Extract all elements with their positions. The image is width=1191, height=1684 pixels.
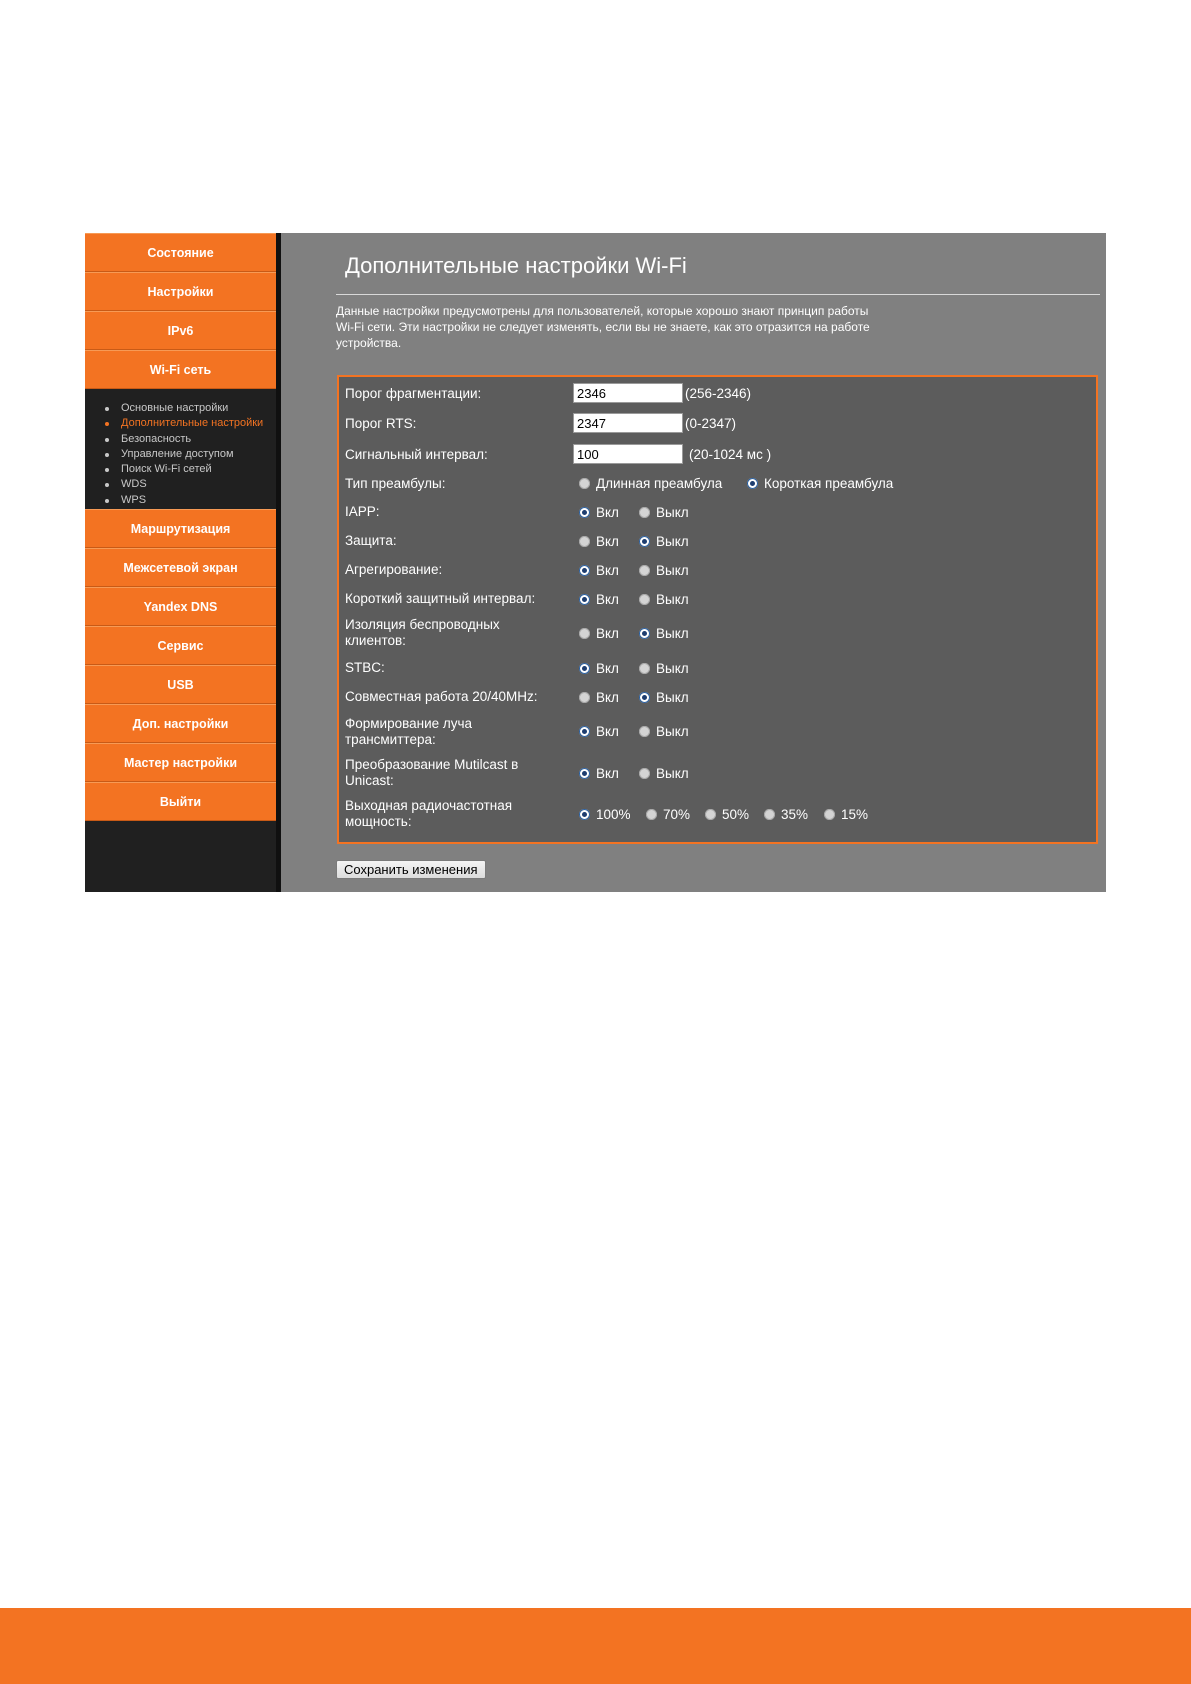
radio-selected-icon [579, 594, 590, 605]
bullet-icon [105, 438, 109, 442]
protection-label: Защита: [345, 533, 397, 548]
beamforming-label [345, 716, 472, 748]
option-label: Вкл [596, 766, 619, 781]
radio-icon [824, 809, 835, 820]
wifi-submenu [85, 401, 281, 508]
nav-usb[interactable]: USB [85, 665, 276, 704]
radio-icon [646, 809, 657, 820]
option-label: 50% [722, 807, 750, 822]
bullet-icon [105, 453, 109, 457]
option-label: Выкл [656, 626, 689, 641]
sidebar-divider [276, 233, 281, 892]
option-label: Выкл [656, 592, 689, 607]
bullet-icon [105, 499, 109, 503]
option-label: 15% [841, 807, 869, 822]
radio-selected-icon [639, 628, 650, 639]
submenu-item-site-survey[interactable] [85, 462, 281, 477]
protection-on-radio[interactable] [579, 534, 619, 549]
radio-icon [579, 478, 590, 489]
nav-status[interactable]: Состояние [85, 233, 276, 272]
fragment-threshold-range: (256-2346) [685, 386, 752, 401]
submenu-item-security[interactable] [85, 432, 281, 447]
radio-selected-icon [579, 507, 590, 518]
power-70-radio[interactable] [646, 807, 690, 822]
nav-routing[interactable]: Маршрутизация [85, 509, 276, 548]
label-line: мощность: [345, 814, 412, 829]
radio-icon [579, 536, 590, 547]
option-label: Длинная преамбула [596, 476, 723, 491]
option-label: Вкл [596, 626, 619, 641]
stbc-off-radio[interactable] [639, 661, 689, 676]
description-line: устройства. [336, 336, 402, 350]
submenu-item-label: Дополнительные настройки [121, 417, 264, 430]
nav-settings[interactable]: Настройки [85, 272, 276, 311]
iapp-on-radio[interactable] [579, 505, 619, 520]
submenu-item-wds[interactable] [85, 477, 281, 492]
submenu-item-advanced[interactable] [85, 416, 281, 431]
option-label: Вкл [596, 505, 619, 520]
radio-icon [639, 663, 650, 674]
coexistence-off-radio[interactable] [639, 690, 689, 705]
radio-selected-icon [579, 663, 590, 674]
submenu-item-label: Безопасность [121, 432, 192, 445]
label-line: Unicast: [345, 773, 394, 788]
option-label: Выкл [656, 505, 689, 520]
aggregation-label: Агрегирование: [345, 562, 443, 577]
preamble-label: Тип преамбулы: [345, 476, 446, 491]
submenu-item-label: WPS [121, 493, 147, 506]
nav-firewall[interactable]: Межсетевой экран [85, 548, 276, 587]
submenu-item-label: WDS [121, 478, 147, 491]
option-label: Выкл [656, 563, 689, 578]
description-line: Данные настройки предусмотрены для пользователей, которые хорошо знают принцип работы [336, 304, 869, 318]
preamble-short-radio[interactable] [747, 476, 893, 491]
label-line: клиентов: [345, 633, 406, 648]
option-label: Выкл [656, 766, 689, 781]
isolation-off-radio[interactable] [639, 626, 689, 641]
output-power-label [345, 798, 512, 830]
radio-icon [764, 809, 775, 820]
beamforming-on-radio[interactable] [579, 724, 619, 739]
radio-selected-icon [579, 565, 590, 576]
option-label: Выкл [656, 661, 689, 676]
option-label: Вкл [596, 592, 619, 607]
nav-service[interactable]: Сервис [85, 626, 276, 665]
rts-threshold-range: (0-2347) [685, 416, 737, 431]
router-admin-screen [85, 233, 1106, 892]
stbc-on-radio[interactable] [579, 661, 619, 676]
label-line: трансмиттера: [345, 732, 436, 747]
radio-icon [705, 809, 716, 820]
save-changes-button[interactable]: Сохранить изменения [336, 860, 486, 879]
nav-yandex-dns[interactable]: Yandex DNS [85, 587, 276, 626]
client-isolation-label [345, 617, 500, 649]
stbc-label: STBC: [345, 660, 385, 675]
nav-ipv6[interactable]: IPv6 [85, 311, 276, 350]
label-line: Формирование луча [345, 716, 473, 731]
radio-icon [639, 594, 650, 605]
coexistence-label: Совместная работа 20/40MHz: [345, 689, 538, 704]
power-50-radio[interactable] [705, 807, 749, 822]
settings-panel [337, 375, 1098, 844]
power-35-radio[interactable] [764, 807, 808, 822]
label-line: Изоляция беспроводных [345, 617, 500, 632]
beacon-interval-label: Сигнальный интервал: [345, 447, 488, 462]
radio-selected-icon [579, 768, 590, 779]
nav-setup-wizard[interactable]: Мастер настройки [85, 743, 276, 782]
title-divider [336, 294, 1100, 295]
iapp-off-radio[interactable] [639, 505, 689, 520]
bullet-icon [105, 483, 109, 487]
iapp-label: IAPP: [345, 504, 380, 519]
aggregation-off-radio[interactable] [639, 563, 689, 578]
multicast-off-radio[interactable] [639, 766, 689, 781]
bullet-icon [105, 422, 109, 426]
option-label: Вкл [596, 661, 619, 676]
radio-selected-icon [747, 478, 758, 489]
fragment-threshold-label: Порог фрагментации: [345, 386, 482, 401]
nav-wifi[interactable]: Wi-Fi сеть [85, 350, 276, 389]
isolation-on-radio[interactable] [579, 626, 619, 641]
option-label: Выкл [656, 690, 689, 705]
radio-icon [639, 565, 650, 576]
submenu-item-wps[interactable] [85, 493, 281, 508]
description-line: Wi-Fi сети. Эти настройки не следует изменять, если вы не знаете, как это отразится на работе [336, 320, 870, 334]
label-line: Выходная радиочастотная [345, 798, 513, 813]
short-gi-label: Короткий защитный интервал: [345, 591, 536, 606]
submenu-item-basic[interactable] [85, 401, 281, 416]
page-title: Дополнительные настройки Wi-Fi [345, 253, 687, 278]
short-gi-on-radio[interactable] [579, 592, 619, 607]
option-label: Вкл [596, 563, 619, 578]
radio-icon [639, 726, 650, 737]
beamforming-off-radio[interactable] [639, 724, 689, 739]
option-label: Короткая преамбула [764, 476, 894, 491]
fragment-threshold-input[interactable] [573, 383, 683, 403]
radio-selected-icon [579, 726, 590, 737]
option-label: 35% [781, 807, 809, 822]
submenu-item-label: Управление доступом [121, 447, 234, 460]
power-15-radio[interactable] [824, 807, 868, 822]
beacon-interval-input[interactable] [573, 444, 683, 464]
beacon-interval-range: (20-1024 мс ) [689, 447, 772, 462]
power-100-radio[interactable] [579, 807, 631, 822]
option-label: Выкл [656, 724, 689, 739]
multicast-label [345, 757, 518, 789]
multicast-on-radio[interactable] [579, 766, 619, 781]
short-gi-off-radio[interactable] [639, 592, 689, 607]
label-line: Преобразование Mutilcast в [345, 757, 519, 772]
page-description [336, 303, 936, 351]
radio-icon [579, 692, 590, 703]
submenu-item-access-control[interactable] [85, 447, 281, 462]
radio-icon [579, 628, 590, 639]
rts-threshold-label: Порог RTS: [345, 416, 417, 431]
sidebar [85, 233, 281, 892]
coexistence-on-radio[interactable] [579, 690, 619, 705]
option-label: 100% [596, 807, 631, 822]
radio-selected-icon [639, 536, 650, 547]
option-label: 70% [663, 807, 691, 822]
radio-selected-icon [579, 809, 590, 820]
nav-extra-settings[interactable]: Доп. настройки [85, 704, 276, 743]
radio-icon [639, 768, 650, 779]
radio-selected-icon [639, 692, 650, 703]
option-label: Вкл [596, 690, 619, 705]
option-label: Вкл [596, 724, 619, 739]
protection-off-radio[interactable] [639, 534, 689, 549]
bullet-icon [105, 468, 109, 472]
submenu-item-label: Поиск Wi-Fi сетей [121, 463, 212, 476]
option-label: Выкл [656, 534, 689, 549]
bullet-icon [105, 407, 109, 411]
aggregation-on-radio[interactable] [579, 563, 619, 578]
option-label: Вкл [596, 534, 619, 549]
rts-threshold-input[interactable] [573, 413, 683, 433]
footer-bar [0, 1608, 1191, 1684]
nav-logout[interactable]: Выйти [85, 782, 276, 821]
radio-icon [639, 507, 650, 518]
submenu-item-label: Основные настройки [121, 402, 229, 414]
preamble-long-radio[interactable] [579, 476, 722, 491]
